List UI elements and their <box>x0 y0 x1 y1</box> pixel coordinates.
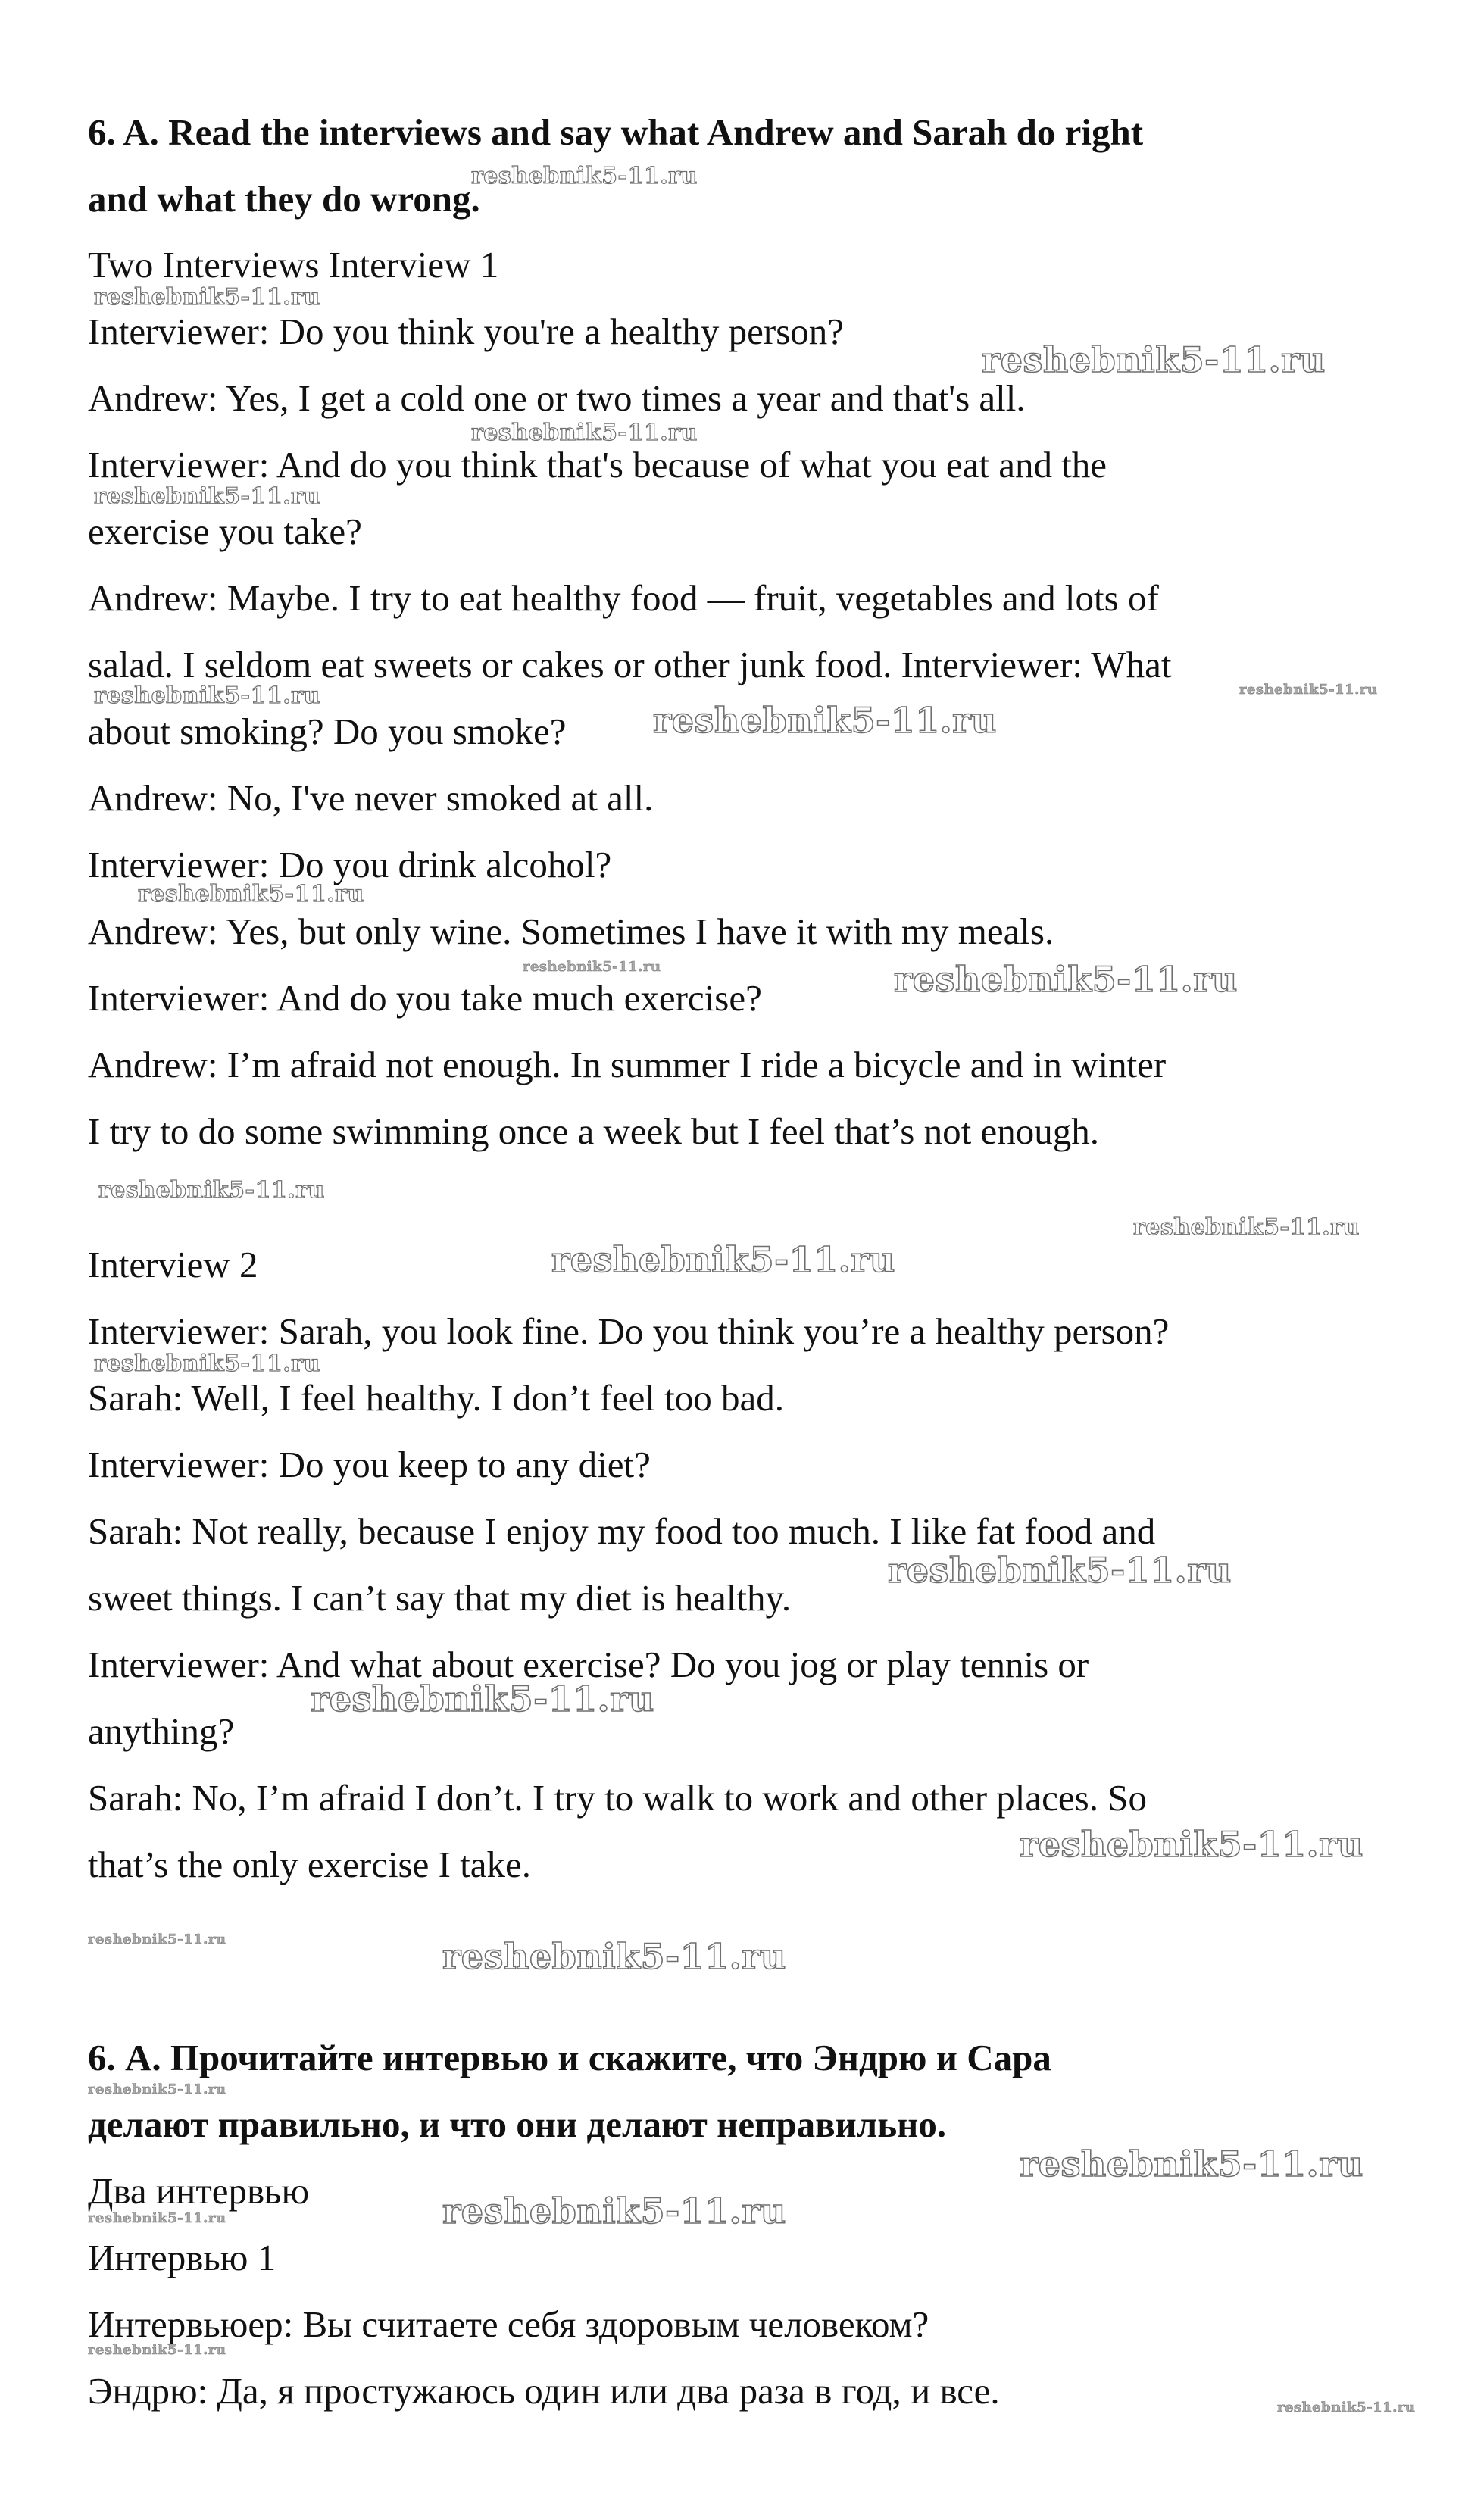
text-line: salad. I seldom eat sweets or cakes or other junk food. Interviewer: What <box>88 644 1172 685</box>
text-line: Andrew: Yes, but only wine. Sometimes I have it with my meals. <box>88 910 1054 952</box>
text-line: Два интервью <box>88 2170 310 2212</box>
watermark: reshebnik5-11.ru <box>94 682 320 709</box>
watermark: reshebnik5-11.ru <box>551 1239 895 1280</box>
text-line: Interviewer: And do you take much exercise? <box>88 977 762 1019</box>
watermark: reshebnik5-11.ru <box>88 1931 226 1947</box>
watermark: reshebnik5-11.ru <box>653 700 997 741</box>
exercise-heading-en-cont: and what they do wrong. <box>88 178 480 220</box>
text-line: sweet things. I can’t say that my diet is healthy. <box>88 1577 792 1619</box>
watermark: reshebnik5-11.ru <box>523 959 661 975</box>
text-line: Sarah: Not really, because I enjoy my food too much. I like fat food and <box>88 1510 1156 1552</box>
watermark: reshebnik5-11.ru <box>1020 1824 1363 1865</box>
watermark: reshebnik5-11.ru <box>982 339 1326 380</box>
text-line: Two Interviews Interview 1 <box>88 244 499 286</box>
text-line: Эндрю: Да, я простужаюсь один или два раза в год, и все. <box>88 2370 1000 2412</box>
text-line: Interviewer: And what about exercise? Do you jog or play tennis or <box>88 1644 1089 1685</box>
text-line: Интервью 1 <box>88 2237 276 2278</box>
watermark: reshebnik5-11.ru <box>138 881 364 907</box>
text-line: about smoking? Do you smoke? <box>88 710 567 752</box>
text-line: Andrew: I’m afraid not enough. In summer I ride a bicycle and in winter <box>88 1044 1167 1085</box>
watermark: reshebnik5-11.ru <box>1020 2144 1363 2184</box>
text-line: Interviewer: Do you drink alcohol? <box>88 844 612 885</box>
text-line: Интервьюер: Вы считаете себя здоровым человеком? <box>88 2303 929 2345</box>
text-line: Andrew: Yes, I get a cold one or two times a year and that's all. <box>88 377 1026 419</box>
exercise-heading-ru: 6. А. Прочитайте интервью и скажите, что Эндрю и Сара <box>88 2037 1051 2078</box>
watermark: reshebnik5-11.ru <box>311 1678 654 1719</box>
watermark: reshebnik5-11.ru <box>442 2191 786 2231</box>
watermark: reshebnik5-11.ru <box>471 420 698 446</box>
text-line: Sarah: Well, I feel healthy. I don’t feel too bad. <box>88 1377 785 1419</box>
text-line: I try to do some swimming once a week but I feel that’s not enough. <box>88 1110 1099 1152</box>
text-line: Interviewer: Sarah, you look fine. Do you think you’re a healthy person? <box>88 1310 1170 1352</box>
text-line: Andrew: Maybe. I try to eat healthy food — fruit, vegetables and lots of <box>88 577 1159 619</box>
watermark: reshebnik5-11.ru <box>98 1177 325 1204</box>
watermark: reshebnik5-11.ru <box>442 1936 786 1977</box>
exercise-heading-en: 6. A. Read the interviews and say what Andrew and Sarah do right <box>88 111 1144 153</box>
text-line: anything? <box>88 1710 235 1752</box>
text-line: Interviewer: Do you think you're a healthy person? <box>88 311 845 352</box>
watermark: reshebnik5-11.ru <box>1277 2400 1416 2415</box>
interview-2-title: Interview 2 <box>88 1244 258 1285</box>
exercise-heading-ru-cont: делают правильно, и что они делают неправильно. <box>88 2103 947 2145</box>
watermark: reshebnik5-11.ru <box>88 2342 226 2358</box>
text-line: Andrew: No, I've never smoked at all. <box>88 777 654 819</box>
watermark: reshebnik5-11.ru <box>1239 682 1378 698</box>
watermark: reshebnik5-11.ru <box>471 163 698 189</box>
watermark: reshebnik5-11.ru <box>894 959 1238 1000</box>
watermark: reshebnik5-11.ru <box>888 1550 1232 1591</box>
text-line: Interviewer: And do you think that's because of what you eat and the <box>88 444 1107 486</box>
text-line: Sarah: No, I’m afraid I don’t. I try to walk to work and other places. So <box>88 1777 1147 1819</box>
watermark: reshebnik5-11.ru <box>1133 1214 1360 1241</box>
watermark: reshebnik5-11.ru <box>88 2081 226 2097</box>
text-line: Interviewer: Do you keep to any diet? <box>88 1444 651 1485</box>
text-line: that’s the only exercise I take. <box>88 1844 532 1885</box>
watermark: reshebnik5-11.ru <box>94 483 320 510</box>
watermark: reshebnik5-11.ru <box>88 2210 226 2226</box>
watermark: reshebnik5-11.ru <box>94 284 320 311</box>
watermark: reshebnik5-11.ru <box>94 1351 320 1377</box>
text-line: exercise you take? <box>88 511 362 552</box>
